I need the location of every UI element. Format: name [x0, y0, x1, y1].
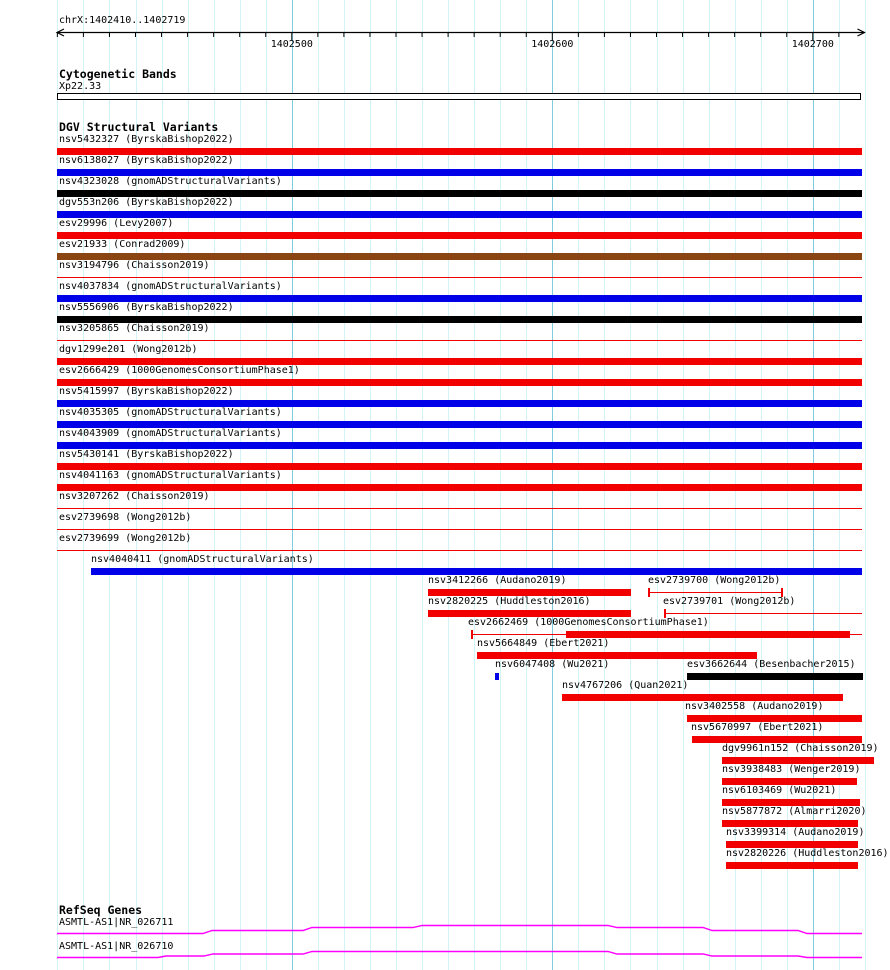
variant-label: esv29996 (Levy2007) [59, 218, 174, 229]
variant-line[interactable] [57, 550, 862, 552]
variant-bar[interactable] [57, 400, 862, 407]
ruler-right-arrow-icon [858, 29, 865, 36]
variant-bar[interactable] [57, 358, 862, 365]
variant-label: nsv4767206 (Quan2021) [562, 680, 689, 691]
variant-label: nsv3205865 (Chaisson2019) [59, 323, 210, 334]
section-heading-cytogenetic-bands: Cytogenetic Bands [59, 67, 177, 81]
variant-label: esv2739700 (Wong2012b) [648, 575, 781, 586]
variant-label: dgv1299e201 (Wong2012b) [59, 344, 198, 355]
variant-label: nsv4323028 (gnomADStructuralVariants) [59, 176, 282, 187]
variant-label: esv21933 (Conrad2009) [59, 239, 186, 250]
variant-line[interactable] [57, 529, 862, 531]
ruler-tick-label: 1402500 [270, 39, 313, 50]
variant-bar[interactable] [477, 652, 757, 659]
variant-label: esv2666429 (1000GenomesConsortiumPhase1) [59, 365, 300, 376]
variant-bar[interactable] [722, 757, 874, 764]
variant-label: nsv3412266 (Audano2019) [428, 575, 567, 586]
variant-label: nsv5415997 (ByrskaBishop2022) [59, 386, 234, 397]
variant-label: esv3662644 (Besenbacher2015) [687, 659, 856, 670]
variant-line[interactable] [664, 613, 862, 615]
variant-line[interactable] [57, 277, 862, 279]
variant-label: nsv3938483 (Wenger2019) [722, 764, 861, 775]
variant-label: esv2662469 (1000GenomesConsortiumPhase1) [468, 617, 709, 628]
variant-bar[interactable] [91, 568, 862, 575]
variant-label: nsv4043909 (gnomADStructuralVariants) [59, 428, 282, 439]
variant-bar[interactable] [566, 631, 850, 638]
gene-transcript-line[interactable] [57, 952, 862, 958]
variant-label: nsv3402558 (Audano2019) [685, 701, 824, 712]
gridline-minor [865, 0, 866, 970]
variant-bar[interactable] [57, 442, 862, 449]
cytoband-rect[interactable] [57, 93, 861, 100]
variant-bar[interactable] [428, 610, 631, 617]
variant-bar[interactable] [57, 232, 862, 239]
variant-bar[interactable] [722, 820, 858, 827]
variant-label: nsv5670997 (Ebert2021) [691, 722, 824, 733]
variant-bar[interactable] [57, 295, 862, 302]
variant-label: nsv4040411 (gnomADStructuralVariants) [91, 554, 314, 565]
section-heading-refseq-genes: RefSeq Genes [59, 903, 143, 917]
gene-label: ASMTL-AS1|NR_026710 [59, 941, 174, 952]
variant-line[interactable] [57, 508, 862, 510]
variant-label: dgv9961n152 (Chaisson2019) [722, 743, 879, 754]
ruler-tick-label: 1402600 [531, 39, 574, 50]
variant-bar[interactable] [57, 169, 862, 176]
variant-bar[interactable] [726, 841, 858, 848]
variant-bar[interactable] [57, 190, 862, 197]
variant-bar[interactable] [57, 379, 862, 386]
variant-label: nsv4041163 (gnomADStructuralVariants) [59, 470, 282, 481]
variant-label: nsv4037834 (gnomADStructuralVariants) [59, 281, 282, 292]
variant-label: nsv5664849 (Ebert2021) [477, 638, 610, 649]
gene-label: ASMTL-AS1|NR_026711 [59, 917, 174, 928]
variant-label: nsv6047408 (Wu2021) [495, 659, 610, 670]
variant-label: esv2739701 (Wong2012b) [663, 596, 796, 607]
variant-label: dgv553n206 (ByrskaBishop2022) [59, 197, 234, 208]
variant-label: nsv5877872 (Almarri2020) [722, 806, 867, 817]
variant-bar[interactable] [57, 484, 862, 491]
variant-line[interactable] [57, 340, 862, 342]
variant-label: nsv6103469 (Wu2021) [722, 785, 837, 796]
variant-label: nsv6138027 (ByrskaBishop2022) [59, 155, 234, 166]
variant-label: nsv5430141 (ByrskaBishop2022) [59, 449, 234, 460]
variant-bar[interactable] [726, 862, 858, 869]
variant-bar[interactable] [57, 253, 862, 260]
variant-bar[interactable] [687, 673, 863, 680]
variant-bar[interactable] [428, 589, 631, 596]
variant-bar[interactable] [57, 316, 862, 323]
variant-label: nsv3194796 (Chaisson2019) [59, 260, 210, 271]
section-heading-dgv-structural-variants: DGV Structural Variants [59, 120, 219, 134]
variant-bar[interactable] [687, 715, 862, 722]
variant-bar[interactable] [722, 778, 857, 785]
variant-label: esv2739699 (Wong2012b) [59, 533, 192, 544]
cytoband-name-label: Xp22.33 [59, 81, 102, 92]
variant-bar[interactable] [495, 673, 499, 680]
variant-bar[interactable] [562, 694, 843, 701]
variant-bar[interactable] [57, 211, 862, 218]
variant-bar[interactable] [57, 463, 862, 470]
variant-label: nsv2820225 (Huddleston2016) [428, 596, 591, 607]
variant-label: esv2739698 (Wong2012b) [59, 512, 192, 523]
variant-label: nsv4035305 (gnomADStructuralVariants) [59, 407, 282, 418]
variant-bar[interactable] [722, 799, 860, 806]
ruler-tick-label: 1402700 [791, 39, 834, 50]
gene-transcript-line[interactable] [57, 926, 862, 934]
variant-label: nsv3399314 (Audano2019) [726, 827, 865, 838]
region-label: chrX:1402410..1402719 [59, 15, 186, 26]
variant-label: nsv3207262 (Chaisson2019) [59, 491, 210, 502]
variant-label: nsv5432327 (ByrskaBishop2022) [59, 134, 234, 145]
variant-label: nsv5556906 (ByrskaBishop2022) [59, 302, 234, 313]
variant-line[interactable] [471, 634, 566, 636]
variant-line[interactable] [648, 592, 781, 594]
variant-bar[interactable] [692, 736, 862, 743]
variant-label: nsv2820226 (Huddleston2016) [726, 848, 889, 859]
variant-bar[interactable] [57, 148, 862, 155]
variant-line[interactable] [850, 634, 862, 636]
variant-bar[interactable] [57, 421, 862, 428]
